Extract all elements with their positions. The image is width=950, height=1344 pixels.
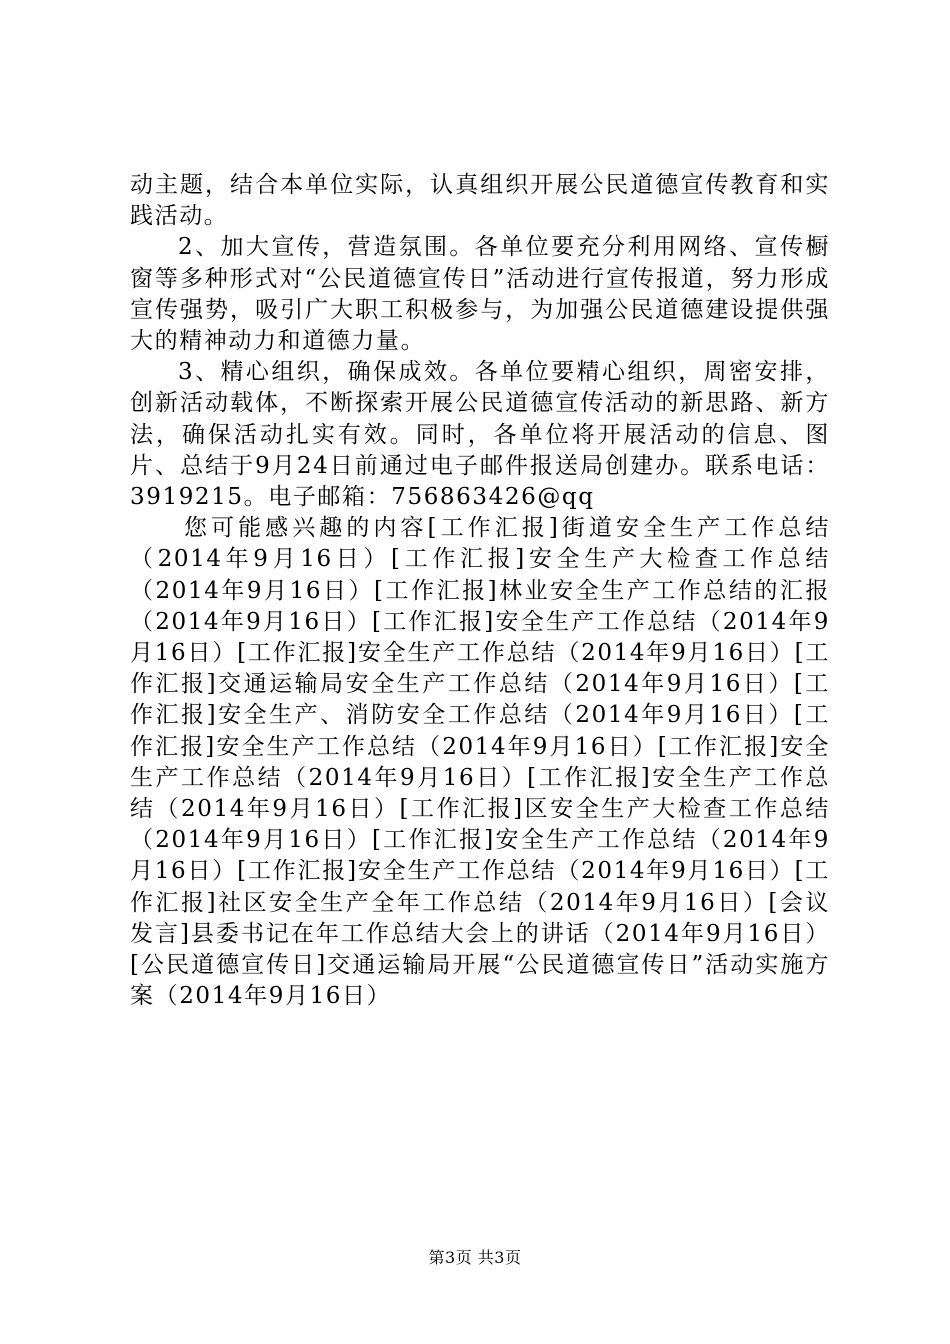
page-footer: 第3页 共3页	[428, 1248, 522, 1267]
paragraph-publicity: 2、加大宣传，营造氛围。各单位要充分利用网络、宣传橱窗等多种形式对“公民道德宣传日”活动进行宣传报道，努力形成宣传强势，吸引广大职工积极参与，为加强公民道德建设提供强大的精神动力和道德力量。	[130, 234, 830, 355]
document-body	[130, 170, 830, 1012]
paragraph-continuation: 动主题，结合本单位实际，认真组织开展公民道德宣传教育和实践活动。	[130, 172, 830, 230]
related-content: 您可能感兴趣的内容[工作汇报]街道安全生产工作总结（2014年9月16日）[工作汇报]安全生产大检查工作总结（2014年9月16日）[工作汇报]林业安全生产工作总结的汇报（2014年9月16日）[工作汇报]安全生产工作总结（2014年9月16日）[工作汇报]安全生产工作总结（2014年9月16日）[工作汇报]交通运输局安全生产工作总结（2014年9月16日）[工作汇报]安全生产、消防安全工作总结（2014年9月16日）[工作汇报]安全生产工作总结（2014年9月16日）[工作汇报]安全生产工作总结（2014年9月16日）[工作汇报]安全生产工作总结（2014年9月16日）[工作汇报]区安全生产大检查工作总结（2014年9月16日）[工作汇报]安全生产工作总结（2014年9月16日）[工作汇报]安全生产工作总结（2014年9月16日）[工作汇报]社区安全生产全年工作总结（2014年9月16日）[会议发言]县委书记在年工作总结大会上的讲话（2014年9月16日）[公民道德宣传日]交通运输局开展“公民道德宣传日”活动实施方案（2014年9月16日）	[130, 515, 830, 1010]
paragraph-organization: 3、精心组织，确保成效。各单位要精心组织，周密安排，创新活动载体，不断探索开展公民道德宣传活动的新思路、新方法，确保活动扎实有效。同时，各单位将开展活动的信息、图片、总结于9月24日前通过电子邮件报送局创建办。联系电话：3919215。电子邮箱：756863426@qq	[130, 359, 830, 511]
